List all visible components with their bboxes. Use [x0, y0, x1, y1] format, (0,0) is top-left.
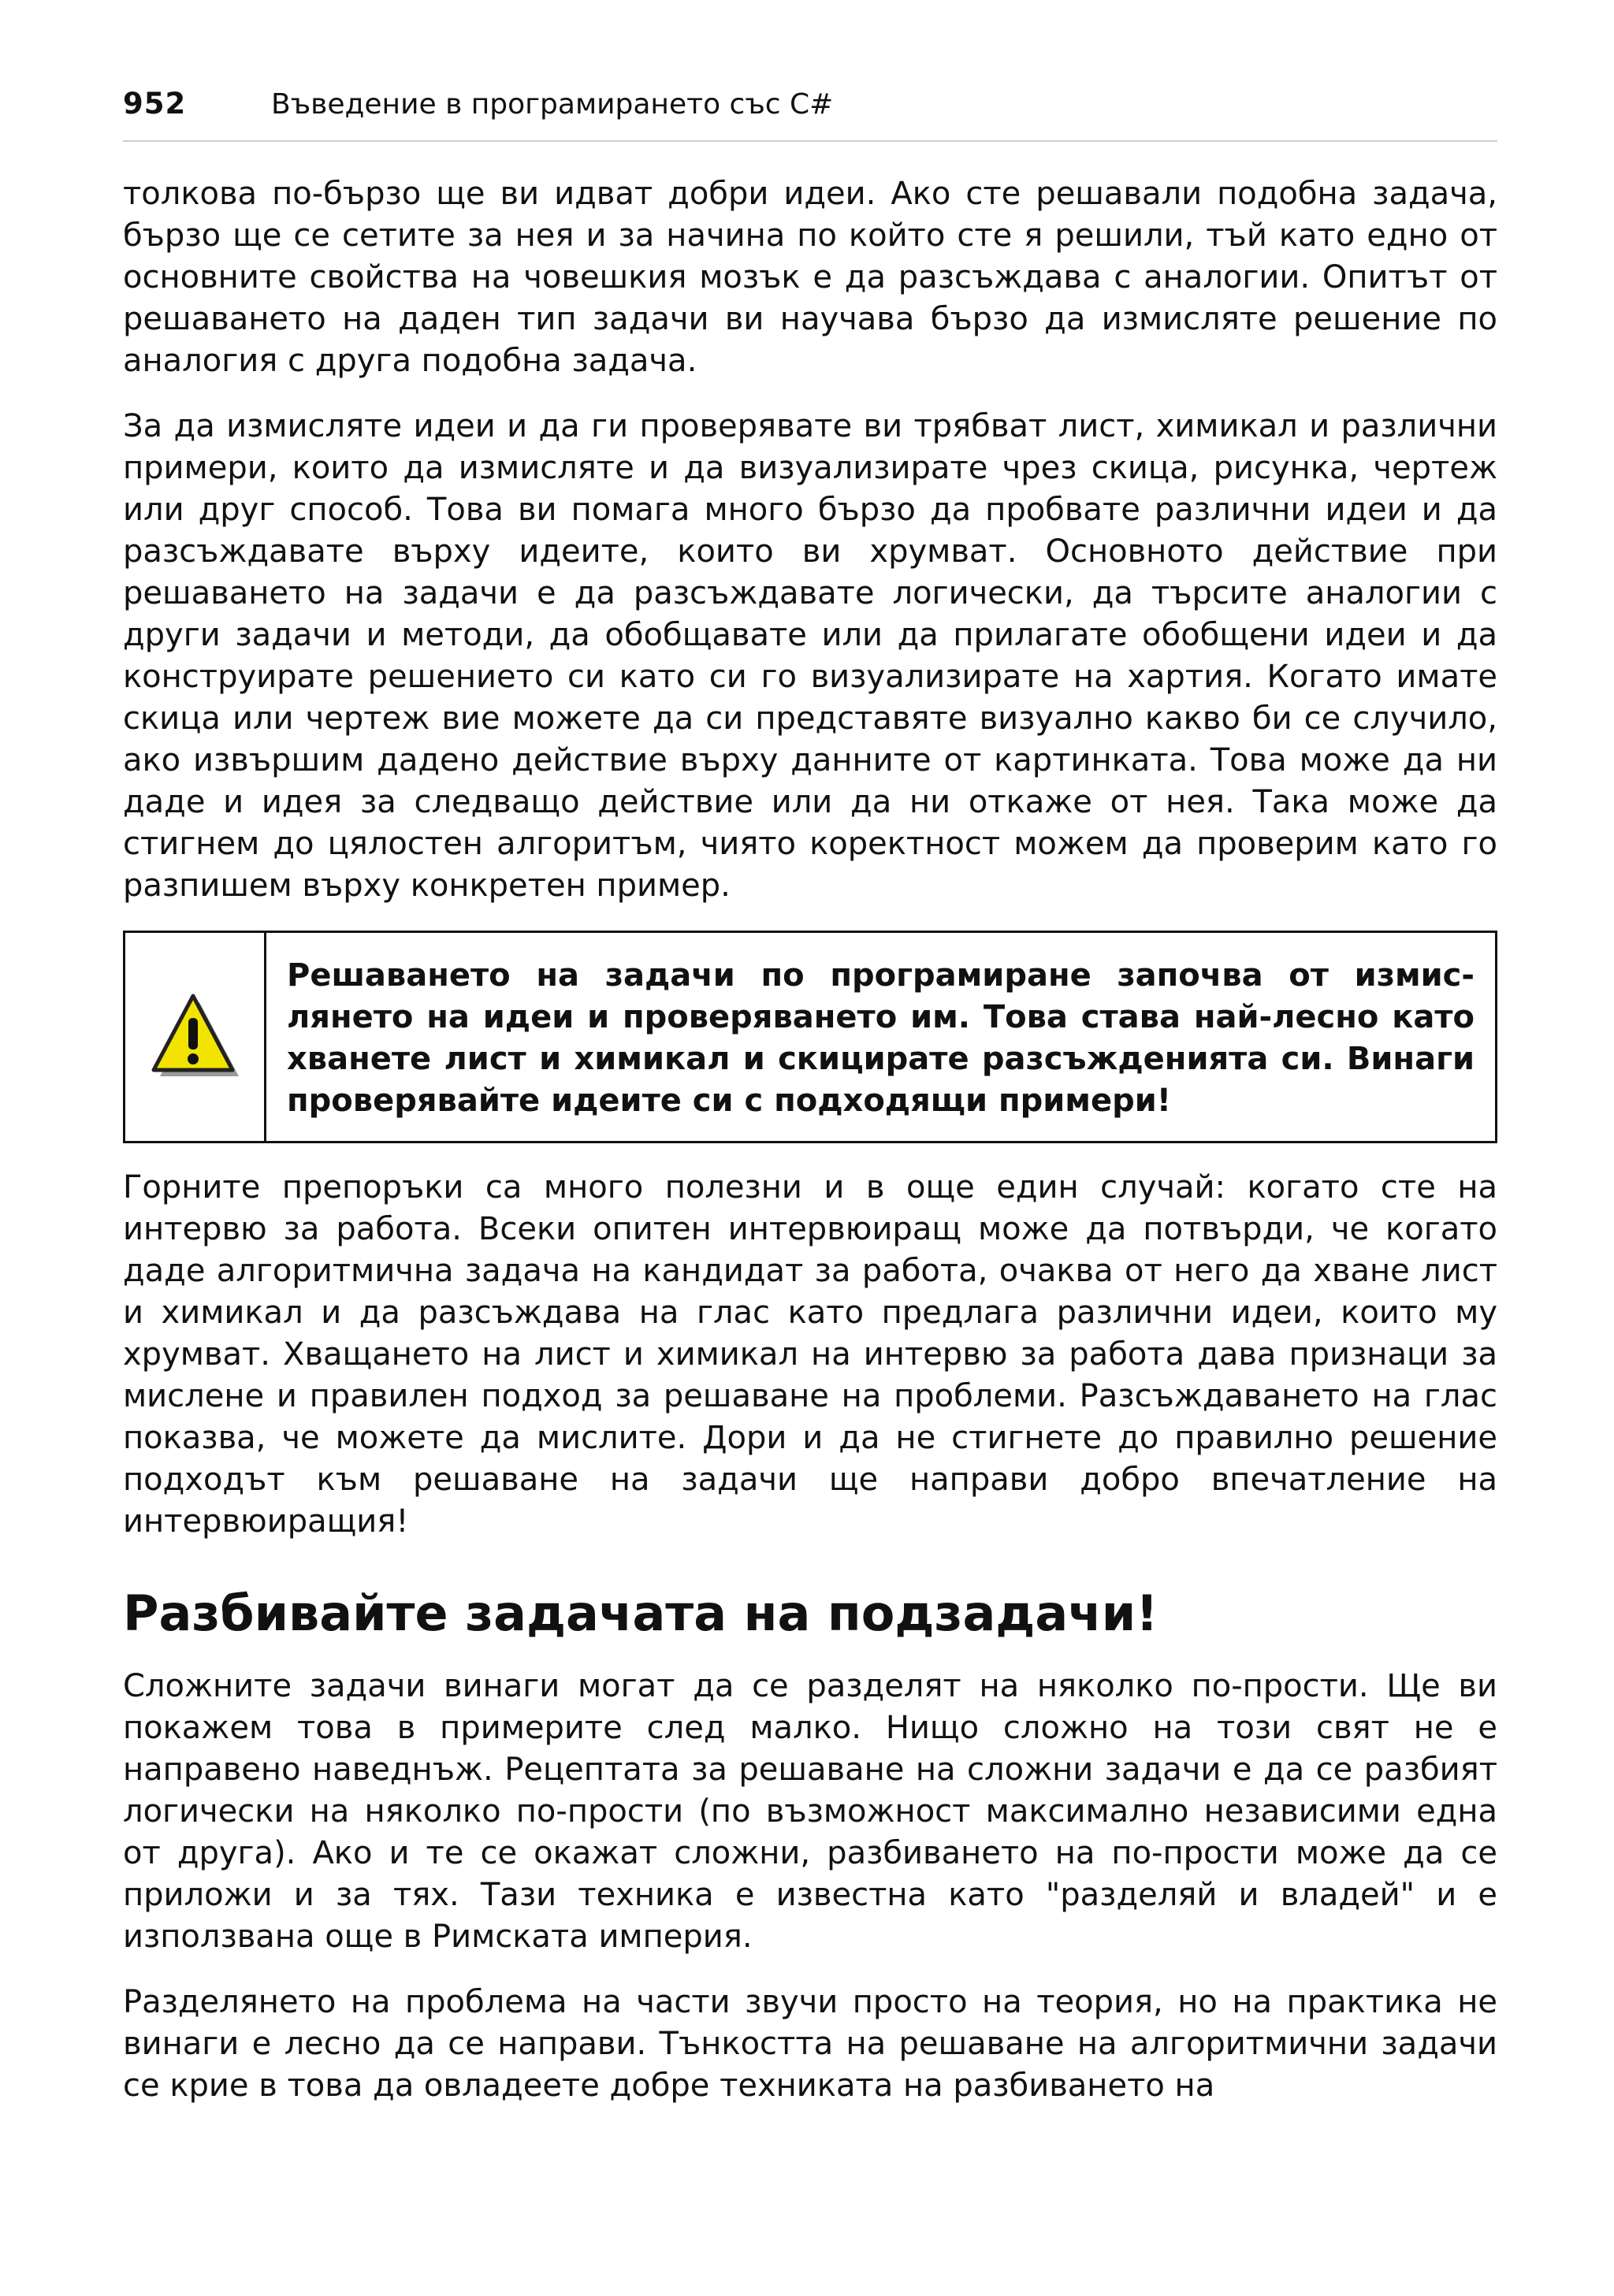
paragraph: Разделянето на проблема на части звучи просто на теория, но на практика не винаги е лесно да се направи. Тънкостта на решаване на алгоритмични задачи се крие в това да овладеете добре техниката на разбиването на	[123, 1984, 1497, 2104]
paragraph: Сложните задачи винаги могат да се разделят на няколко по-прости. Ще ви покажем това в примерите след малко. Нищо сложно на този свят не е направено наведнъж. Рецептата за решаване на сложни задачи е да се разбият логически на няколко по-прости (по възможност максимално независими една от друга). Ако и те се окажат сложни, разбиването на по-прости може да се приложи и за тях. Тази техника е известна като "разделяй и владей" и е използвана още в Римската империя.	[123, 1668, 1497, 1955]
tip-box	[123, 931, 1497, 1143]
paragraph: толкова по-бързо ще ви идват добри идеи. Ако сте решавали подобна задача, бързо ще се сетите за нея и за начина по който сте я решили, тъй като едно от основните свойства на човешкия мозък е да разсъждава с аналогии. Опитът от решаването на даден тип задачи ви научава бързо да измисляте решение по аналогия с друга подобна задача.	[123, 176, 1497, 379]
book-title: Въведение в програмирането със C#	[271, 88, 834, 121]
tip-box-text: Решаването на задачи по програмиране започва от измислянето на идеи и проверяването им. Това става най-лесно като хванете лист и химикал и скицирате разсъжденията си. Винаги проверявайте идеите си с подходящи примери!	[287, 957, 1475, 1119]
running-header	[123, 77, 1497, 142]
warning-icon	[147, 991, 242, 1083]
paragraph: За да измисляте идеи и да ги проверявате ви трябват лист, химикал и различни примери, които да измисляте и да визуализирате чрез скица, рисунка, чертеж или друг способ. Това ви помага много бързо да пробвате различни идеи и да разсъждавате върху идеите, които ви хрумват. Основното действие при решаването на задачи е да разсъждавате логически, да търсите аналогии с други задачи и методи, да обобщавате или да прилагате обобщени идеи и да конструирате решението си като си го визуализирате на хартия. Когато имате скица или чертеж вие можете да си представяте визуално какво би се случило, ако извършим дадено действие върху данните от картинката. Това може да ни даде и идея за следващо действие или да ни откаже от нея. Така може да стигнем до цялостен алгоритъм, чиято коректност можем да проверим като го разпишем върху конкретен пример.	[123, 408, 1497, 904]
warning-icon-bar	[188, 1018, 198, 1050]
warning-icon-dot	[188, 1053, 199, 1064]
page-content	[123, 173, 1497, 2131]
paragraph: Горните препоръки са много полезни и в още един случай: когато сте на интервю за работа. Всеки опитен интервюиращ може да потвърди, че когато даде алгоритмична задача на кандидат за работа, очаква от него да хване лист и химикал и да разсъждава на глас като предлага различни идеи, които му хрумват. Хващането на лист и химикал на интервю за работа дава признаци за мислене и правилен подход за решаване на проблеми. Разсъждаването на глас показва, че можете да мислите. Дори и да не стигнете до правилно решение подходът към решаване на задачи ще направи добро впечатление на интервюиращия!	[123, 1169, 1497, 1540]
section-heading: Разбивайте задачата на подзадачи!	[123, 1585, 1158, 1642]
tip-box-icon-cell	[125, 933, 266, 1141]
page-number: 952	[123, 87, 187, 121]
